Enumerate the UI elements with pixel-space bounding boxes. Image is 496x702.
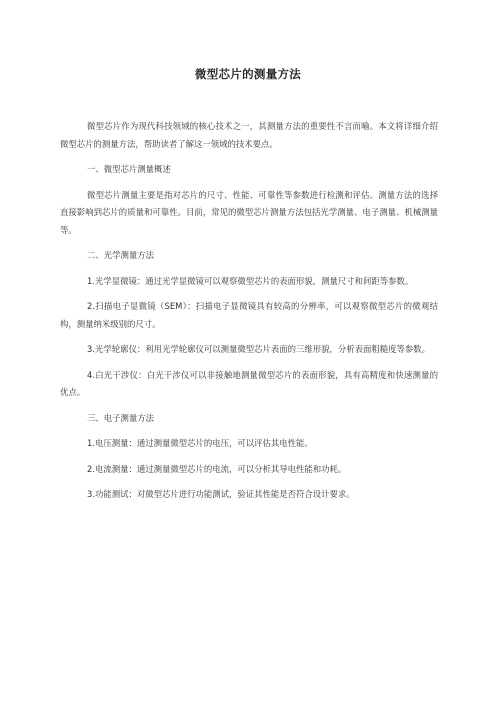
electronic-item-2: 2.电流测量：通过测量微型芯片的电流，可以分析其导电性能和功耗。 (87, 463, 347, 474)
electronic-item-1: 1.电压测量：通过测量微型芯片的电压，可以评估其电性能。 (87, 438, 313, 448)
document-body (60, 118, 438, 512)
section-heading-optical: 二、光学测量方法 (87, 250, 154, 260)
optical-item-2: 2.扫描电子显微镜（SEM）：扫描电子显微镜具有较高的分辨率，可以观察微型芯片的微观结构，测量纳米级别的尺寸。 (60, 301, 438, 329)
document-title: 微型芯片的测量方法 (194, 67, 302, 81)
optical-item-3: 3.光学轮廓仪：利用光学轮廓仪可以测量微型芯片表面的三维形貌，分析表面粗糙度等参数。 (87, 344, 430, 354)
overview-paragraph: 微型芯片测量主要是指对芯片的尺寸、性能、可靠性等参数进行检测和评估。测量方法的选择直接影响到芯片的质量和可靠性。目前，常见的微型芯片测量方法包括光学测量、电子测量、机械测量等。 (60, 189, 438, 235)
section-heading-overview: 一、微型芯片测量概述 (87, 164, 171, 174)
optical-item-4: 4.白光干涉仪：白光干涉仪可以非接触地测量微型芯片的表面形貌，具有高精度和快速测量的优点。 (60, 369, 438, 397)
electronic-item-3: 3.功能测试：对微型芯片进行功能测试，验证其性能是否符合设计要求。 (87, 489, 355, 499)
section-heading-electronic: 三、电子测量方法 (87, 412, 154, 423)
intro-paragraph: 微型芯片作为现代科技领域的核心技术之一，其测量方法的重要性不言而喻。本文将详细介绍微型芯片的测量方法，帮助读者了解这一领域的技术要点。 (60, 121, 438, 149)
optical-item-1: 1.光学显微镜：通过光学显微镜可以观察微型芯片的表面形貌，测量尺寸和间距等参数。 (87, 275, 414, 286)
